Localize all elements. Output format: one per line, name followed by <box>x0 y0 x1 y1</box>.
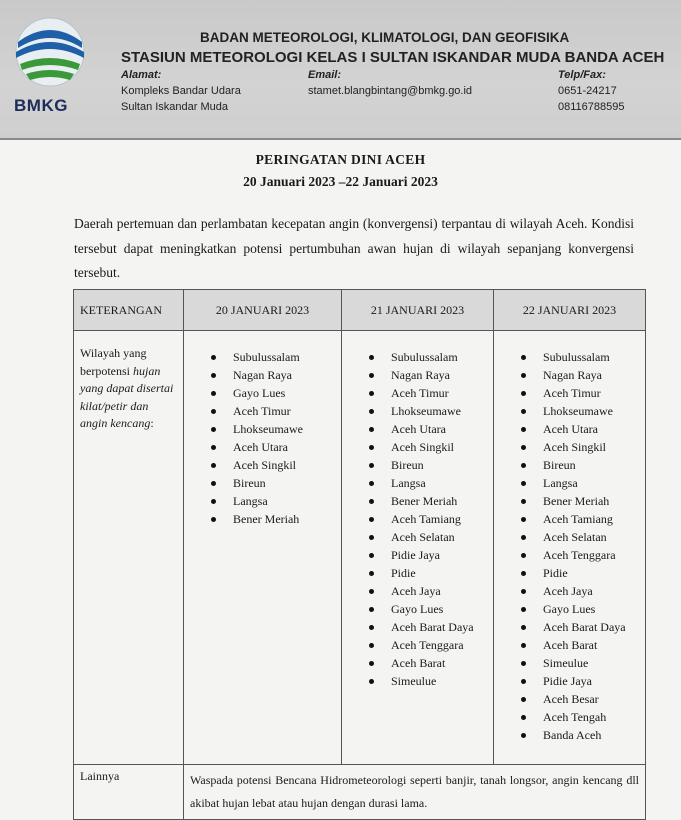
letterhead <box>0 0 681 140</box>
table-row <box>74 331 646 765</box>
region-item: Aceh Tengah <box>521 708 644 726</box>
region-item: Aceh Besar <box>521 690 644 708</box>
region-item: Nagan Raya <box>369 366 492 384</box>
region-item: Aceh Singkil <box>521 438 644 456</box>
region-item: Aceh Jaya <box>521 582 644 600</box>
column-header: KETERANGAN <box>74 290 184 331</box>
region-item: Aceh Tenggara <box>521 546 644 564</box>
regions-day-2 <box>342 331 494 765</box>
region-item: Bireun <box>369 456 492 474</box>
region-item: Nagan Raya <box>211 366 340 384</box>
region-item: Aceh Timur <box>369 384 492 402</box>
station-name: STASIUN METEOROLOGI KELAS I SULTAN ISKANDAR MUDA BANDA ACEH <box>121 49 665 66</box>
region-item: Banda Aceh <box>521 726 644 744</box>
region-item: Simeulue <box>369 672 492 690</box>
region-item: Subulussalam <box>211 348 340 366</box>
region-item: Langsa <box>521 474 644 492</box>
phone-number: 0651-24217 <box>558 85 617 97</box>
table-header-row <box>74 290 646 331</box>
region-item: Bener Meriah <box>521 492 644 510</box>
column-header: 22 JANUARI 2023 <box>494 290 646 331</box>
address-block <box>121 67 241 115</box>
intro-paragraph: Daerah pertemuan dan perlambatan kecepatan angin (konvergensi) terpantau di wilayah Aceh. Kondisi tersebut dapat meningkatkan potensi pertumbuhan awan hujan di wilayah sepanjang konvergensi tersebut. <box>74 216 634 280</box>
email-label: Email: <box>308 69 342 81</box>
region-item: Gayo Lues <box>369 600 492 618</box>
region-item: Aceh Timur <box>521 384 644 402</box>
address-line: Sultan Iskandar Muda <box>121 101 229 113</box>
region-item: Aceh Singkil <box>211 456 340 474</box>
region-item: Gayo Lues <box>211 384 340 402</box>
region-item: Aceh Singkil <box>369 438 492 456</box>
region-item: Aceh Barat Daya <box>521 618 644 636</box>
region-item: Aceh Tamiang <box>369 510 492 528</box>
document-period: 20 Januari 2023 –22 Januari 2023 <box>243 174 438 189</box>
address-label: Alamat: <box>121 69 162 81</box>
region-item: Aceh Selatan <box>369 528 492 546</box>
region-item: Aceh Tenggara <box>369 636 492 654</box>
region-item: Bireun <box>521 456 644 474</box>
region-item: Aceh Barat <box>369 654 492 672</box>
region-item: Lhokseumawe <box>369 402 492 420</box>
region-item: Aceh Barat <box>521 636 644 654</box>
document-title: PERINGATAN DINI ACEH <box>255 152 426 167</box>
bmkg-logo-icon <box>10 8 90 108</box>
agency-name: BADAN METEOROLOGI, KLIMATOLOGI, DAN GEOFISIKA <box>200 30 570 45</box>
region-item: Bener Meriah <box>369 492 492 510</box>
row-label-other: Lainnya <box>74 765 184 820</box>
email-block <box>308 67 472 99</box>
regions-day-1 <box>184 331 342 765</box>
region-item: Langsa <box>211 492 340 510</box>
region-item: Langsa <box>369 474 492 492</box>
region-item: Aceh Barat Daya <box>369 618 492 636</box>
region-item: Pidie Jaya <box>521 672 644 690</box>
address-line: Kompleks Bandar Udara <box>121 85 241 97</box>
region-item: Aceh Selatan <box>521 528 644 546</box>
region-item: Simeulue <box>521 654 644 672</box>
region-item: Lhokseumawe <box>211 420 340 438</box>
email-address[interactable]: stamet.blangbintang@bmkg.go.id <box>308 85 473 97</box>
region-item: Pidie <box>369 564 492 582</box>
region-item: Nagan Raya <box>521 366 644 384</box>
warning-table <box>73 289 646 820</box>
region-item: Aceh Utara <box>521 420 644 438</box>
region-item: Gayo Lues <box>521 600 644 618</box>
phone-number: 08116788595 <box>558 101 625 113</box>
region-item: Aceh Tamiang <box>521 510 644 528</box>
region-item: Aceh Utara <box>369 420 492 438</box>
phone-label: Telp/Fax: <box>558 69 606 81</box>
column-header: 21 JANUARI 2023 <box>342 290 494 331</box>
region-item: Bener Meriah <box>211 510 340 528</box>
regions-day-3 <box>494 331 646 765</box>
region-item: Bireun <box>211 474 340 492</box>
region-item: Subulussalam <box>369 348 492 366</box>
phone-block <box>558 67 624 115</box>
region-item: Lhokseumawe <box>521 402 644 420</box>
other-warning-text: Waspada potensi Bencana Hidrometeorologi seperti banjir, tanah longsor, angin kencang dll akibat hujan lebat atau hujan dengan durasi lama. <box>184 765 646 820</box>
region-item: Aceh Jaya <box>369 582 492 600</box>
table-row <box>74 765 646 820</box>
region-item: Subulussalam <box>521 348 644 366</box>
region-item: Pidie <box>521 564 644 582</box>
region-item: Pidie Jaya <box>369 546 492 564</box>
region-item: Aceh Timur <box>211 402 340 420</box>
row-label-potential-rain: Wilayah yang berpotensi hujan yang dapat disertai kilat/petir dan angin kencang: <box>74 331 184 765</box>
logo-text: BMKG <box>14 96 68 115</box>
column-header: 20 JANUARI 2023 <box>184 290 342 331</box>
region-item: Aceh Utara <box>211 438 340 456</box>
